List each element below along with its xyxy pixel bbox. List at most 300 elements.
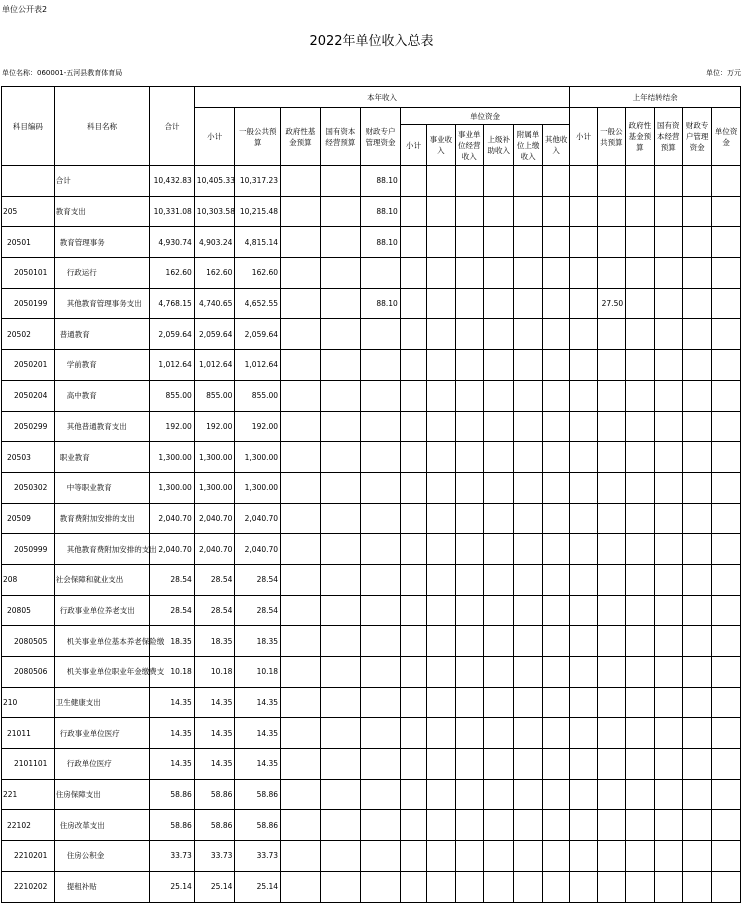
cell-co-fiscal-special: [682, 166, 711, 197]
cell-co-unit-funds: [712, 779, 741, 810]
cell-total: 1,012.64: [150, 350, 195, 381]
cell-co-fiscal-special: [682, 779, 711, 810]
cell-gov-fund: [281, 319, 321, 350]
cell-total: 192.00: [150, 411, 195, 442]
cell-co-gov-fund: [626, 626, 654, 657]
cell-co-subtotal: [570, 258, 597, 289]
cell-gov-fund: [281, 871, 321, 902]
cell-co-subtotal: [570, 380, 597, 411]
cell-subtotal: 1,012.64: [194, 350, 235, 381]
cell-fiscal-special: 88.10: [361, 288, 401, 319]
cell-co-unit-funds: [712, 503, 741, 534]
cell-operation: [455, 749, 483, 780]
cell-business: [427, 350, 455, 381]
table-body: [2, 166, 741, 903]
cell-code: 2050204: [2, 380, 55, 411]
cell-code: [2, 166, 55, 197]
cell-name: 其他教育管理事务支出: [54, 288, 149, 319]
cell-name: 提租补贴: [54, 871, 149, 902]
cell-co-unit-funds: [712, 871, 741, 902]
cell-fiscal-special: [361, 442, 401, 473]
cell-code: 208: [2, 564, 55, 595]
cell-state-capital: [320, 319, 361, 350]
table-row: [2, 749, 741, 780]
cell-general: 14.35: [235, 687, 281, 718]
cell-operation: [455, 411, 483, 442]
cell-code: 2080506: [2, 657, 55, 688]
cell-operation: [455, 657, 483, 688]
cell-co-state-capital: [654, 534, 682, 565]
cell-subtotal: 28.54: [194, 595, 235, 626]
cell-co-general: [597, 196, 625, 227]
cell-co-general: [597, 227, 625, 258]
table-row: [2, 288, 741, 319]
cell-co-fiscal-special: [682, 841, 711, 872]
cell-subtotal: 10,405.33: [194, 166, 235, 197]
cell-higher: [483, 472, 513, 503]
cell-code: 22102: [2, 810, 55, 841]
cell-state-capital: [320, 718, 361, 749]
cell-subtotal: 2,040.70: [194, 534, 235, 565]
table-row: [2, 350, 741, 381]
cell-affiliated: [514, 687, 542, 718]
cell-higher: [483, 196, 513, 227]
cell-affiliated: [514, 564, 542, 595]
cell-fiscal-special: [361, 411, 401, 442]
cell-co-gov-fund: [626, 749, 654, 780]
cell-operation: [455, 258, 483, 289]
cell-gov-fund: [281, 595, 321, 626]
cell-co-gov-fund: [626, 442, 654, 473]
cell-co-subtotal: [570, 227, 597, 258]
cell-co-gov-fund: [626, 319, 654, 350]
cell-name: 高中教育: [54, 380, 149, 411]
cell-higher: [483, 442, 513, 473]
cell-name: 行政运行: [54, 258, 149, 289]
cell-operation: [455, 380, 483, 411]
cell-higher: [483, 687, 513, 718]
cell-co-fiscal-special: [682, 411, 711, 442]
cell-gov-fund: [281, 442, 321, 473]
cell-uf-subtotal: [400, 749, 426, 780]
cell-gov-fund: [281, 166, 321, 197]
cell-co-gov-fund: [626, 564, 654, 595]
cell-co-gov-fund: [626, 258, 654, 289]
header-affiliated-turnover: 附属单位上缴收入: [514, 125, 542, 166]
cell-gov-fund: [281, 350, 321, 381]
cell-affiliated: [514, 626, 542, 657]
cell-business: [427, 534, 455, 565]
cell-code: 2050299: [2, 411, 55, 442]
table-row: [2, 472, 741, 503]
cell-total: 10,331.08: [150, 196, 195, 227]
cell-general: 18.35: [235, 626, 281, 657]
cell-code: 20509: [2, 503, 55, 534]
cell-higher: [483, 503, 513, 534]
cell-gov-fund: [281, 534, 321, 565]
cell-uf-subtotal: [400, 810, 426, 841]
cell-fiscal-special: [361, 472, 401, 503]
cell-co-unit-funds: [712, 227, 741, 258]
cell-co-general: [597, 749, 625, 780]
cell-co-gov-fund: [626, 288, 654, 319]
cell-state-capital: [320, 411, 361, 442]
cell-total: 1,300.00: [150, 472, 195, 503]
cell-operation: [455, 810, 483, 841]
cell-general: 2,059.64: [235, 319, 281, 350]
cell-code: 2080505: [2, 626, 55, 657]
cell-co-fiscal-special: [682, 564, 711, 595]
cell-business: [427, 779, 455, 810]
cell-uf-subtotal: [400, 595, 426, 626]
header-business-income: 事业收入: [427, 125, 455, 166]
cell-operation: [455, 841, 483, 872]
cell-co-unit-funds: [712, 749, 741, 780]
cell-co-state-capital: [654, 411, 682, 442]
cell-gov-fund: [281, 687, 321, 718]
cell-business: [427, 503, 455, 534]
cell-co-gov-fund: [626, 841, 654, 872]
cell-affiliated: [514, 350, 542, 381]
cell-other: [542, 841, 570, 872]
header-co-state-capital: 国有资本经营预算: [654, 108, 682, 166]
cell-other: [542, 564, 570, 595]
cell-co-general: [597, 166, 625, 197]
cell-co-unit-funds: [712, 380, 741, 411]
table-row: [2, 227, 741, 258]
cell-general: 10,317.23: [235, 166, 281, 197]
cell-fiscal-special: 88.10: [361, 227, 401, 258]
cell-co-subtotal: [570, 534, 597, 565]
cell-subtotal: 192.00: [194, 411, 235, 442]
cell-gov-fund: [281, 841, 321, 872]
cell-co-gov-fund: [626, 380, 654, 411]
cell-co-state-capital: [654, 626, 682, 657]
cell-co-general: [597, 258, 625, 289]
cell-general: 2,040.70: [235, 503, 281, 534]
cell-subtotal: 1,300.00: [194, 442, 235, 473]
cell-state-capital: [320, 288, 361, 319]
cell-gov-fund: [281, 657, 321, 688]
cell-co-fiscal-special: [682, 718, 711, 749]
cell-uf-subtotal: [400, 166, 426, 197]
cell-affiliated: [514, 534, 542, 565]
cell-higher: [483, 718, 513, 749]
header-state-capital: 国有资本经营预算: [320, 108, 361, 166]
cell-subtotal: 10.18: [194, 657, 235, 688]
cell-co-fiscal-special: [682, 288, 711, 319]
cell-affiliated: [514, 718, 542, 749]
cell-business: [427, 657, 455, 688]
cell-co-state-capital: [654, 258, 682, 289]
cell-co-subtotal: [570, 564, 597, 595]
cell-code: 210: [2, 687, 55, 718]
cell-other: [542, 411, 570, 442]
cell-other: [542, 380, 570, 411]
cell-state-capital: [320, 350, 361, 381]
header-operation-income: 事业单位经营收入: [455, 125, 483, 166]
cell-subtotal: 2,040.70: [194, 503, 235, 534]
cell-fiscal-special: [361, 595, 401, 626]
cell-co-general: [597, 350, 625, 381]
cell-co-fiscal-special: [682, 595, 711, 626]
cell-fiscal-special: [361, 749, 401, 780]
table-row: [2, 657, 741, 688]
cell-name: 机关事业单位基本养老保险缴: [54, 626, 149, 657]
cell-co-fiscal-special: [682, 319, 711, 350]
cell-fiscal-special: [361, 779, 401, 810]
cell-other: [542, 196, 570, 227]
cell-affiliated: [514, 841, 542, 872]
cell-co-general: [597, 718, 625, 749]
cell-affiliated: [514, 503, 542, 534]
cell-general: 10,215.48: [235, 196, 281, 227]
cell-subtotal: 4,740.65: [194, 288, 235, 319]
cell-operation: [455, 166, 483, 197]
cell-co-subtotal: [570, 595, 597, 626]
cell-co-general: [597, 779, 625, 810]
cell-total: 14.35: [150, 687, 195, 718]
cell-co-fiscal-special: [682, 749, 711, 780]
cell-affiliated: [514, 411, 542, 442]
cell-name: 机关事业单位职业年金缴费支: [54, 657, 149, 688]
cell-affiliated: [514, 227, 542, 258]
cell-subtotal: 1,300.00: [194, 472, 235, 503]
cell-code: 2210201: [2, 841, 55, 872]
cell-gov-fund: [281, 503, 321, 534]
cell-co-unit-funds: [712, 564, 741, 595]
cell-other: [542, 687, 570, 718]
cell-affiliated: [514, 749, 542, 780]
cell-total: 2,040.70: [150, 503, 195, 534]
cell-affiliated: [514, 380, 542, 411]
table-row: [2, 442, 741, 473]
cell-higher: [483, 380, 513, 411]
cell-code: 20503: [2, 442, 55, 473]
cell-co-fiscal-special: [682, 626, 711, 657]
cell-operation: [455, 871, 483, 902]
cell-co-unit-funds: [712, 411, 741, 442]
cell-operation: [455, 595, 483, 626]
cell-co-gov-fund: [626, 472, 654, 503]
cell-code: 21011: [2, 718, 55, 749]
cell-affiliated: [514, 595, 542, 626]
cell-general: 10.18: [235, 657, 281, 688]
cell-business: [427, 258, 455, 289]
cell-higher: [483, 534, 513, 565]
cell-fiscal-special: [361, 564, 401, 595]
cell-fiscal-special: [361, 258, 401, 289]
cell-operation: [455, 442, 483, 473]
cell-subtotal: 2,059.64: [194, 319, 235, 350]
cell-co-unit-funds: [712, 841, 741, 872]
cell-subtotal: 162.60: [194, 258, 235, 289]
header-carryover: 上年结转结余: [570, 87, 741, 108]
cell-co-subtotal: [570, 749, 597, 780]
cell-higher: [483, 657, 513, 688]
cell-co-state-capital: [654, 810, 682, 841]
header-unit-funds: 单位资金: [400, 108, 570, 125]
cell-uf-subtotal: [400, 626, 426, 657]
cell-uf-subtotal: [400, 196, 426, 227]
cell-uf-subtotal: [400, 288, 426, 319]
cell-other: [542, 503, 570, 534]
cell-co-state-capital: [654, 288, 682, 319]
cell-code: 2050999: [2, 534, 55, 565]
cell-higher: [483, 350, 513, 381]
cell-co-gov-fund: [626, 196, 654, 227]
cell-fiscal-special: [361, 626, 401, 657]
cell-operation: [455, 196, 483, 227]
cell-uf-subtotal: [400, 380, 426, 411]
cell-operation: [455, 779, 483, 810]
cell-total: 4,768.15: [150, 288, 195, 319]
cell-affiliated: [514, 442, 542, 473]
cell-co-subtotal: [570, 871, 597, 902]
cell-co-fiscal-special: [682, 196, 711, 227]
cell-co-fiscal-special: [682, 258, 711, 289]
cell-gov-fund: [281, 196, 321, 227]
cell-affiliated: [514, 196, 542, 227]
cell-gov-fund: [281, 810, 321, 841]
cell-affiliated: [514, 258, 542, 289]
cell-other: [542, 227, 570, 258]
cell-co-state-capital: [654, 871, 682, 902]
cell-subtotal: 18.35: [194, 626, 235, 657]
cell-other: [542, 442, 570, 473]
table-row: [2, 503, 741, 534]
cell-subtotal: 58.86: [194, 779, 235, 810]
cell-state-capital: [320, 779, 361, 810]
table-row: [2, 841, 741, 872]
cell-name: 教育费附加安排的支出: [54, 503, 149, 534]
table-row: [2, 319, 741, 350]
cell-co-state-capital: [654, 657, 682, 688]
cell-general: 4,652.55: [235, 288, 281, 319]
cell-general: 14.35: [235, 718, 281, 749]
cell-total: 18.35: [150, 626, 195, 657]
cell-affiliated: [514, 657, 542, 688]
cell-affiliated: [514, 779, 542, 810]
cell-total: 10.18: [150, 657, 195, 688]
table-row: [2, 595, 741, 626]
cell-co-unit-funds: [712, 288, 741, 319]
cell-business: [427, 166, 455, 197]
cell-uf-subtotal: [400, 657, 426, 688]
cell-fiscal-special: [361, 380, 401, 411]
cell-gov-fund: [281, 472, 321, 503]
cell-co-gov-fund: [626, 227, 654, 258]
cell-total: 4,930.74: [150, 227, 195, 258]
cell-subtotal: 14.35: [194, 749, 235, 780]
cell-affiliated: [514, 319, 542, 350]
cell-general: 1,300.00: [235, 472, 281, 503]
cell-co-fiscal-special: [682, 871, 711, 902]
cell-other: [542, 749, 570, 780]
unit-label: 单位：万元: [706, 69, 741, 77]
cell-co-state-capital: [654, 564, 682, 595]
cell-total: 855.00: [150, 380, 195, 411]
cell-general: 855.00: [235, 380, 281, 411]
cell-gov-fund: [281, 749, 321, 780]
cell-co-gov-fund: [626, 350, 654, 381]
unit-name: 单位名称：060001-五河县教育体育局: [2, 69, 123, 77]
cell-co-gov-fund: [626, 411, 654, 442]
cell-higher: [483, 810, 513, 841]
cell-gov-fund: [281, 411, 321, 442]
cell-uf-subtotal: [400, 779, 426, 810]
cell-operation: [455, 687, 483, 718]
cell-general: 14.35: [235, 749, 281, 780]
cell-co-fiscal-special: [682, 503, 711, 534]
header-co-general-budget: 一般公共预算: [597, 108, 625, 166]
cell-higher: [483, 595, 513, 626]
cell-state-capital: [320, 595, 361, 626]
cell-co-subtotal: [570, 687, 597, 718]
cell-other: [542, 779, 570, 810]
cell-other: [542, 319, 570, 350]
cell-co-general: [597, 442, 625, 473]
page-title: 2022年单位收入总表: [309, 34, 434, 49]
cell-co-general: [597, 564, 625, 595]
cell-code: 20502: [2, 319, 55, 350]
cell-state-capital: [320, 687, 361, 718]
cell-co-general: [597, 626, 625, 657]
cell-co-state-capital: [654, 227, 682, 258]
cell-uf-subtotal: [400, 411, 426, 442]
header-gov-fund: 政府性基金预算: [281, 108, 321, 166]
cell-total: 58.86: [150, 779, 195, 810]
cell-co-general: [597, 841, 625, 872]
cell-co-subtotal: [570, 472, 597, 503]
table-row: [2, 810, 741, 841]
cell-name: 行政单位医疗: [54, 749, 149, 780]
cell-code: 2101101: [2, 749, 55, 780]
cell-co-subtotal: [570, 626, 597, 657]
cell-subtotal: 14.35: [194, 687, 235, 718]
cell-uf-subtotal: [400, 841, 426, 872]
cell-name: 普通教育: [54, 319, 149, 350]
cell-co-unit-funds: [712, 196, 741, 227]
table-row: [2, 871, 741, 902]
cell-other: [542, 657, 570, 688]
cell-affiliated: [514, 288, 542, 319]
cell-subtotal: 33.73: [194, 841, 235, 872]
cell-total: 33.73: [150, 841, 195, 872]
cell-uf-subtotal: [400, 687, 426, 718]
cell-co-state-capital: [654, 687, 682, 718]
cell-co-subtotal: [570, 657, 597, 688]
cell-operation: [455, 288, 483, 319]
cell-general: 28.54: [235, 595, 281, 626]
cell-co-general: [597, 871, 625, 902]
cell-fiscal-special: [361, 687, 401, 718]
cell-business: [427, 718, 455, 749]
cell-co-unit-funds: [712, 442, 741, 473]
cell-higher: [483, 288, 513, 319]
cell-general: 192.00: [235, 411, 281, 442]
cell-name: 教育支出: [54, 196, 149, 227]
cell-code: 2050199: [2, 288, 55, 319]
cell-higher: [483, 779, 513, 810]
cell-co-unit-funds: [712, 166, 741, 197]
cell-co-subtotal: [570, 196, 597, 227]
header-co-gov-fund: 政府性基金预算: [626, 108, 654, 166]
cell-subtotal: 855.00: [194, 380, 235, 411]
table-row: [2, 564, 741, 595]
cell-state-capital: [320, 871, 361, 902]
cell-code: 221: [2, 779, 55, 810]
